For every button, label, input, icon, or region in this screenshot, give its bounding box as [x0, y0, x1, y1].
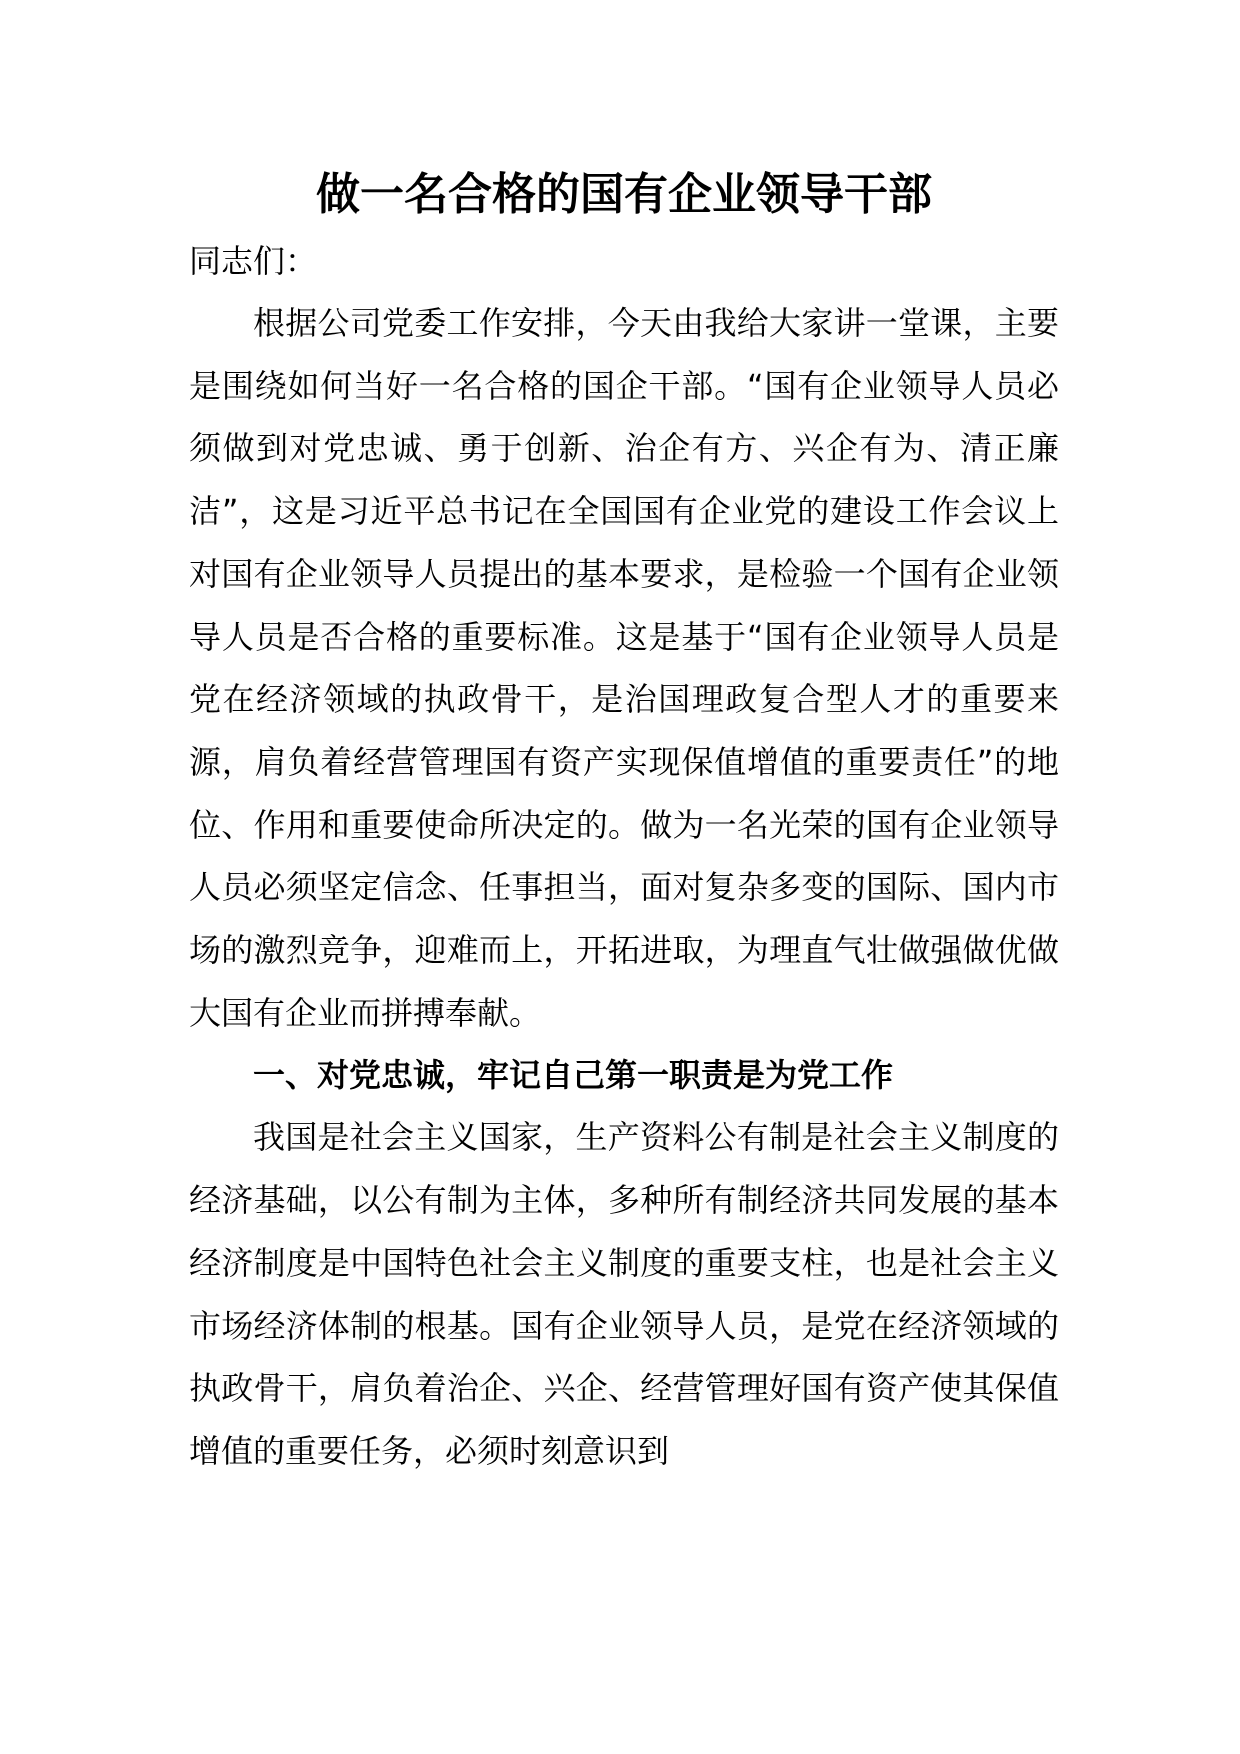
document-body	[189, 160, 1059, 1483]
paragraph-section-1: 我国是社会主义国家，生产资料公有制是社会主义制度的经济基础，以公有制为主体，多种所有制经济共同发展的基本经济制度是中国特色社会主义制度的重要支柱，也是社会主义市场经济体制的根基。国有企业领导人员，是党在经济领域的执政骨干，肩负着治企、兴企、经营管理好国有资产使其保值增值的重要任务，必须时刻意识到	[189, 1118, 1059, 1470]
paragraph-intro: 根据公司党委工作安排，今天由我给大家讲一堂课，主要是围绕如何当好一名合格的国企干部。“国有企业领导人员必须做到对党忠诚、勇于创新、治企有方、兴企有为、清正廉洁”，这是习近平总书记在全国国有企业党的建设工作会议上对国有企业领导人员提出的基本要求，是检验一个国有企业领导人员是否合格的重要标准。这是基于“国有企业领导人员是党在经济领域的执政骨干，是治国理政复合型人才的重要来源，肩负着经营管理国有资产实现保值增值的重要责任”的地位、作用和重要使命所决定的。做为一名光荣的国有企业领导人员必须坚定信念、任事担当，面对复杂多变的国际、国内市场的激烈竞争，迎难而上，开拓进取，为理直气壮做强做优做大国有企业而拼搏奉献。	[189, 304, 1059, 1032]
document-title: 做一名合格的国有企业领导干部	[316, 169, 932, 220]
section-heading-1: 一、对党忠诚，牢记自己第一职责是为党工作	[253, 1056, 894, 1095]
salutation: 同志们：	[189, 242, 318, 280]
